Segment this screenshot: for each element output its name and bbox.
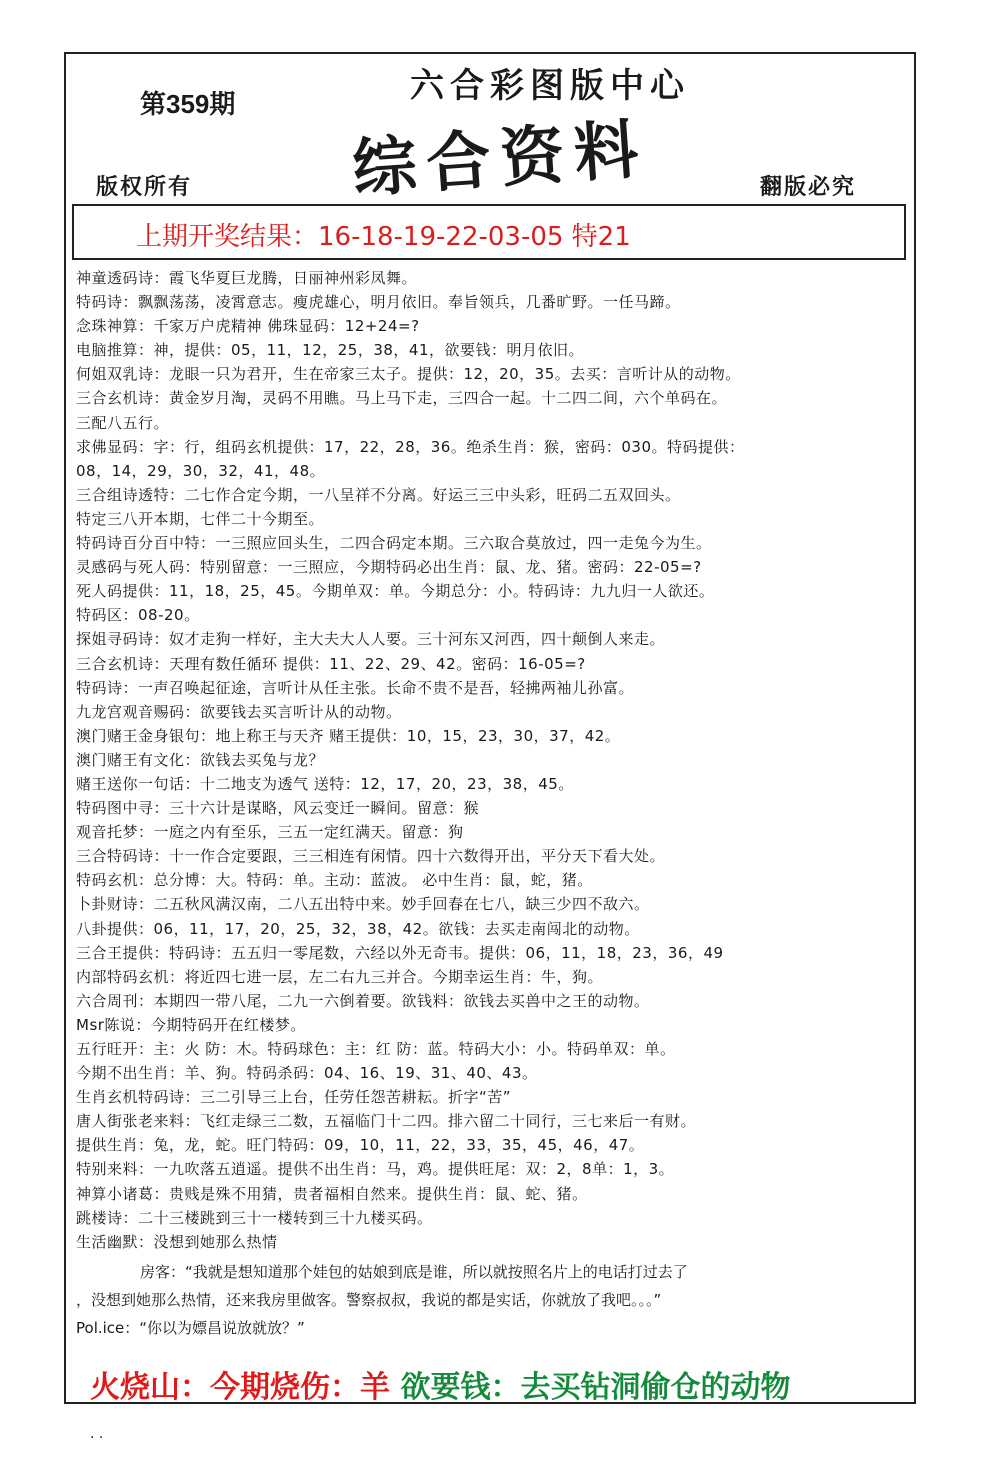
content-line: 提供生肖：兔，龙，蛇。旺门特码：09，10，11，22，33，35，45，46，47。 — [76, 1136, 645, 1155]
content-line: 澳门赌王有文化：欲钱去买兔与龙？ — [76, 750, 325, 769]
issue-number: 第359期 — [140, 89, 236, 119]
humor-story — [76, 1258, 912, 1342]
content-line: 唐人街张老来料：飞红走绿三二数，五福临门十二四。排六留二十同行，三七来后一有财。 — [76, 1112, 697, 1131]
content-line: 卜卦财诗：二五秋风满汉南，二八五出特中来。妙手回春在七八，缺三少四不敌六。 — [76, 895, 650, 914]
content-line: 08，14，29，30，32，41，48。 — [76, 461, 326, 480]
content-line: 五行旺开：主：火 防：木。特码球色：主：红 防：蓝。特码大小：小。特码单双：单。 — [76, 1040, 676, 1058]
content-line: 何姐双乳诗：龙眼一只为君开，生在帝家三太子。提供：12，20，35。去买：言听计从的动物。 — [76, 365, 741, 384]
content-line: 九龙宫观音赐码：欲要钱去买言听计从的动物。 — [76, 702, 402, 721]
content-line: 灵感码与死人码：特别留意：一三照应，今期特码必出生肖：鼠、龙、猪。密码：22-05=? — [76, 558, 702, 577]
piracy-warning-tag: 翻版必究 — [760, 175, 857, 200]
last-result-box — [72, 204, 906, 260]
story-line: 房客：“我就是想知道那个娃包的姑娘到底是谁，所以就按照名片上的电话打过去了 — [140, 1263, 688, 1281]
content-line: 神算小诸葛：贵贱是殊不用猜，贵者福相自然来。提供生肖：鼠、蛇、猪。 — [76, 1184, 588, 1203]
content-line: 神童透码诗：霞飞华夏巨龙腾，日丽神州彩凤舞。 — [76, 269, 418, 287]
story-line: Pol.ice：“你以为嫖昌说放就放？” — [76, 1319, 305, 1337]
content-line: 六合周刊：本期四一带八尾，二九一六倒着要。欲钱料：欲钱去买兽中之王的动物。 — [76, 991, 650, 1010]
content-line: 特码诗：飘飘荡荡，凌霄意志。瘦虎雄心，明月依旧。奉旨领兵，几番旷野。一任马蹄。 — [76, 293, 681, 312]
main-title: 综合资料 — [350, 111, 651, 208]
content-line: 特码诗：一声召唤起征途，言听计从任主张。长命不贵不是吾，轻拂两袖儿孙富。 — [76, 678, 635, 697]
content-line: 内部特码玄机：将近四七进一层，左二右九三并合。今期幸运生肖：牛，狗。 — [76, 967, 604, 986]
story-line: ，没想到她那么热情，还来我房里做客。警察叔叔，我说的都是实话，你就放了我吧。。。” — [76, 1291, 662, 1309]
content-lines — [76, 266, 912, 1254]
copyright-tag: 版权所有 — [96, 175, 193, 200]
content-line: 三配八五行。 — [76, 413, 170, 432]
corner-mark: . . — [90, 1426, 104, 1442]
content-line: 观音托梦：一庭之内有至乐，三五一定红满天。留意：狗 — [76, 823, 464, 842]
content-line: 特定三八开本期，七伴二十今期至。 — [76, 509, 325, 528]
footer-banner — [90, 1362, 790, 1406]
content-line: 八卦提供：06，11，17，20，25，32，38，42。欲钱：去买走南闯北的动物。 — [76, 919, 640, 938]
content-line: 三合玄机诗：天理有数任循环 提供：11、22、29、42。密码：16-05=? — [76, 654, 586, 673]
content-line: 死人码提供：11，18，25，45。今期单双：单。今期总分：小。特码诗：九九归一人欲还。 — [76, 582, 715, 601]
content-line: 生活幽默：没想到她那么热情 — [76, 1232, 278, 1251]
content-line: 赌王送你一句话：十二地支为透气 送特：12，17，20，23，38，45。 — [76, 774, 574, 793]
content-line: 特码玄机：总分博：大。特码：单。主动：蓝波。 必中生肖：鼠，蛇，猪。 — [76, 871, 593, 890]
content-line: 生肖玄机特码诗：三二引导三上台，任劳任怨苦耕耘。折字“苦” — [76, 1088, 512, 1107]
content-line: 三合玄机诗：黄金岁月淘，灵码不用瞧。马上马下走，三四合一起。十二四二间，六个单码在。 — [76, 389, 728, 408]
footer-red-text: 火烧山：今期烧伤：羊 — [90, 1370, 390, 1405]
content-line: 特别来料：一九吹落五逍遥。提供不出生肖：马，鸡。提供旺尾：双：2，8单：1，3。 — [76, 1160, 675, 1179]
content-line: 求佛显码：字：行，组码玄机提供：17，22，28，36。绝杀生肖：猴，密码：030。特码提供： — [76, 437, 745, 456]
content-line: 探姐寻码诗：奴才走狗一样好，主大夫大人人要。三十河东又河西，四十颠倒人来走。 — [76, 630, 666, 649]
content-line: 特码区：08-20。 — [76, 606, 200, 625]
content-line: 特码图中寻：三十六计是谋略，风云变迁一瞬间。留意：猴 — [76, 799, 480, 818]
content-line: 三合王提供：特码诗：五五归一零尾数，六经以外无奇韦。提供：06，11，18，23，36，49 — [76, 943, 724, 962]
content-line: 今期不出生肖：羊、狗。特码杀码：04、16、19、31、40、43。 — [76, 1064, 538, 1083]
content-line: 澳门赌王金身银句：地上称王与天齐 赌王提供：10，15，23，30，37，42。 — [76, 726, 621, 745]
content-line: Msr陈说：今期特码开在红楼梦。 — [76, 1015, 306, 1034]
content-line: 三合组诗透特：二七作合定今期，一八呈祥不分离。好运三三中头彩，旺码二五双回头。 — [76, 485, 681, 504]
content-line: 三合特码诗：十一作合定要跟，三三相连有闲情。四十六数得开出，平分天下看大处。 — [76, 847, 666, 866]
content-line: 特码诗百分百中特：一三照应回头生，二四合码定本期。三六取合莫放过，四一走兔今为生。 — [76, 534, 712, 553]
content-line: 跳楼诗：二十三楼跳到三十一楼转到三十九楼买码。 — [76, 1208, 433, 1227]
publisher-title: 六合彩图版中心 — [410, 66, 690, 106]
footer-green-text: 欲要钱：去买钻洞偷仓的动物 — [400, 1370, 791, 1405]
last-result-text: 上期开奖结果：16-18-19-22-03-05 特21 — [136, 222, 631, 252]
content-line: 念珠神算：千家万户虎精神 佛珠显码：12+24=? — [76, 317, 420, 336]
content-line: 电脑推算：神，提供：05，11，12，25，38，41，欲要钱：明月依旧。 — [76, 341, 585, 360]
